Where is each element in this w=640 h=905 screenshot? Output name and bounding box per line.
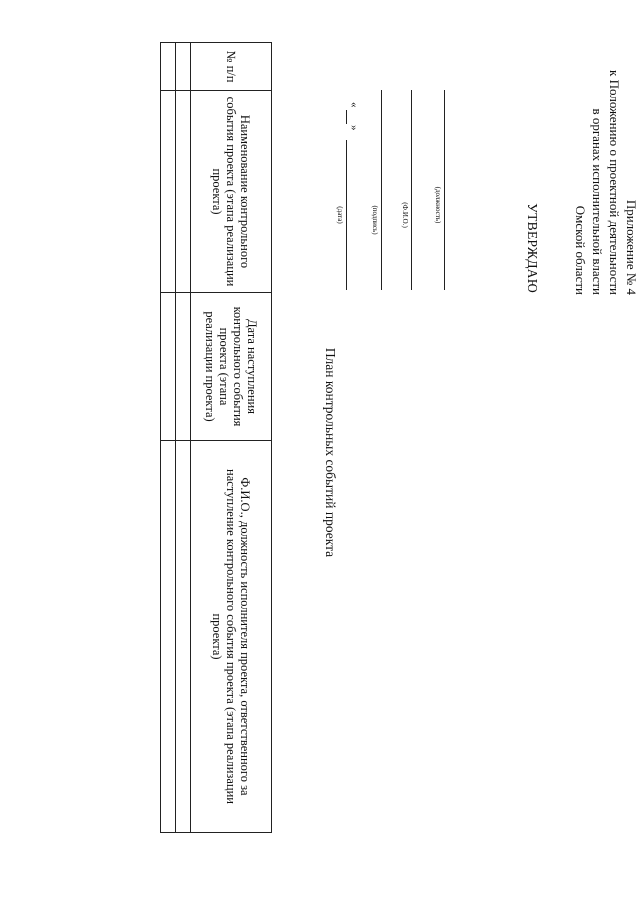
plan-title: План контрольных событий проекта xyxy=(323,347,338,558)
column-header-event-name: Наименование контрольного события проекта (этапа реализации проекта) xyxy=(191,91,272,293)
table-header-row xyxy=(191,43,272,833)
date-open-quote: « xyxy=(348,102,360,108)
table-cell[interactable] xyxy=(161,91,176,293)
table-cell[interactable] xyxy=(161,441,176,833)
date-day-line xyxy=(346,110,347,124)
column-header-responsible: Ф.И.О., должность исполнителя проекта, ответственного за наступление контрольного события проекта (этапа реализации проекта) xyxy=(191,441,272,833)
date-close-quote: » xyxy=(348,125,360,131)
position-caption: (должность) xyxy=(434,186,442,224)
table-cell[interactable] xyxy=(176,293,191,441)
table-cell[interactable] xyxy=(161,293,176,441)
position-line xyxy=(444,90,445,290)
appendix-header xyxy=(572,0,640,295)
table-cell[interactable] xyxy=(176,91,191,293)
approval-title: УТВЕРЖДАЮ xyxy=(525,203,540,293)
appendix-reference: в органах исполнительной власти xyxy=(590,108,605,295)
appendix-reference: Омской области xyxy=(573,205,588,295)
table-cell[interactable] xyxy=(176,43,191,91)
table-cell[interactable] xyxy=(161,43,176,91)
date-line xyxy=(346,140,347,290)
appendix-reference: к Положению о проектной деятельности xyxy=(607,70,622,295)
column-header-event-date: Дата наступления контрольного события проекта (этапа реализации проекта) xyxy=(191,293,272,441)
control-events-table xyxy=(160,42,272,833)
table-cell[interactable] xyxy=(176,441,191,833)
date-caption: (дата) xyxy=(336,206,344,224)
appendix-number: Приложение № 4 xyxy=(624,199,639,295)
name-caption: (Ф.И.О.) xyxy=(401,202,409,228)
column-header-number: № п/п xyxy=(191,43,272,91)
signature-caption: (подпись) xyxy=(371,205,379,235)
name-line xyxy=(411,90,412,290)
table-row xyxy=(161,43,176,833)
table-row xyxy=(176,43,191,833)
signature-line xyxy=(381,90,382,290)
